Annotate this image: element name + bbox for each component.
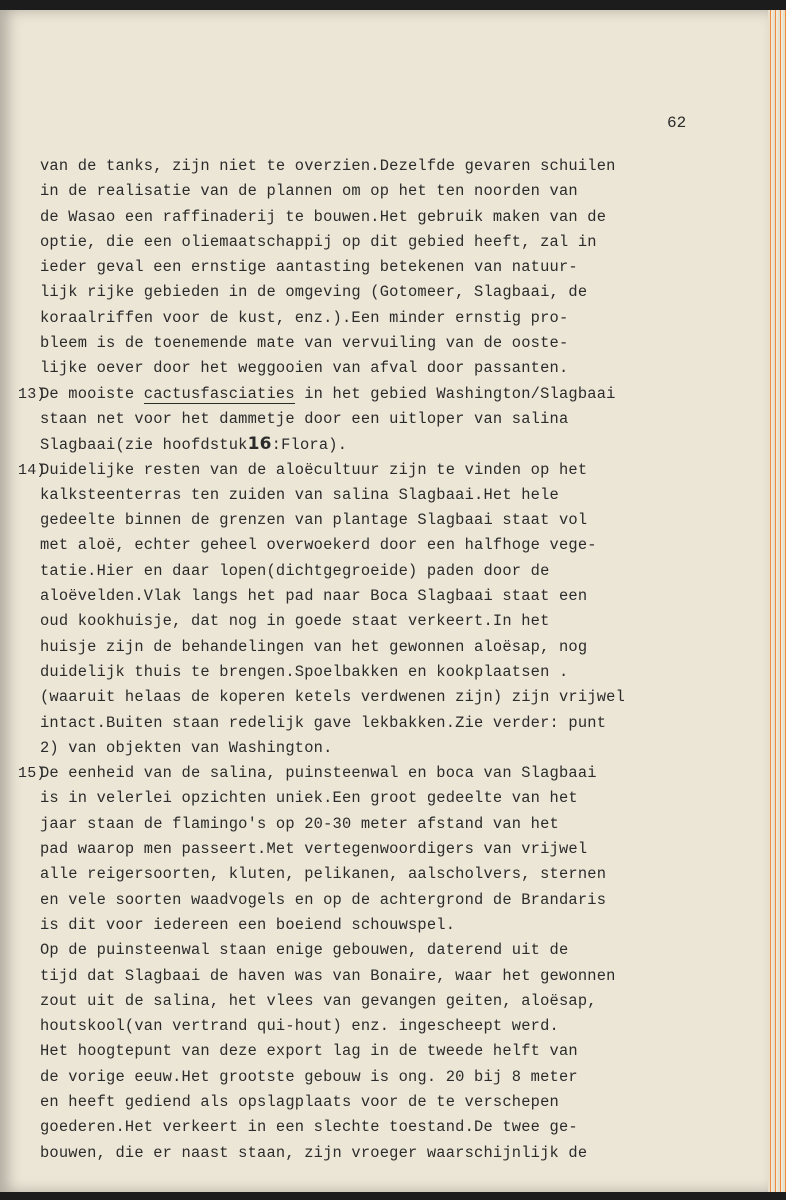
text-line: pad waarop men passeert.Met vertegenwoordigers van vrijwel [40, 840, 588, 859]
text-line: de vorige eeuw.Het grootste gebouw is ong. 20 bij 8 meter [40, 1067, 578, 1086]
note-number-15: 15) [18, 765, 46, 783]
body-text [18, 154, 740, 1166]
text-line: lijke oever door het weggooien van afval door passanten. [40, 359, 569, 378]
note-13-text-a: De mooiste [40, 384, 144, 403]
text-line: koraalriffen voor de kust, enz.).Een minder ernstig pro- [40, 308, 569, 327]
text-line: alle reigersoorten, kluten, pelikanen, aalscholvers, sternen [40, 865, 607, 884]
document-page [0, 10, 768, 1192]
note-14-line [18, 458, 740, 483]
text-line: van de tanks, zijn niet te overzien.Dezelfde gevaren schuilen [40, 157, 616, 175]
text-line: tijd dat Slagbaai de haven was van Bonaire, waar het gewonnen [40, 966, 616, 985]
text-line: jaar staan de flamingo's op 20-30 meter afstand van het [40, 814, 559, 833]
text-line: tatie.Hier en daar lopen(dichtgegroeide) paden door de [40, 561, 550, 580]
text-line: intact.Buiten staan redelijk gave lekbakken.Zie verder: punt [40, 713, 607, 732]
note-13-line [40, 432, 740, 457]
text-line: zout uit de salina, het vlees van gevangen geiten, aloësap, [40, 991, 597, 1010]
text-line: de Wasao een raffinaderij te bouwen.Het gebruik maken van de [40, 207, 607, 226]
note-number-13: 13) [18, 385, 46, 403]
note-14-text: Duidelijke resten van de aloëcultuur zijn te vinden op het [40, 460, 588, 479]
text-line: bleem is de toenemende mate van vervuiling van de ooste- [40, 334, 569, 353]
text-line: lijk rijke gebieden in de omgeving (Gotomeer, Slagbaai, de [40, 283, 588, 302]
text-line: optie, die een oliemaatschappij op dit gebied heeft, zal in [40, 232, 597, 251]
text-line: kalksteenterras ten zuiden van salina Slagbaai.Het hele [40, 485, 559, 504]
text-line: staan net voor het dammetje door een uitloper van salina [40, 409, 569, 428]
handwritten-chapter-number: 16 [247, 434, 272, 455]
note-13-text-c: Slagbaai(zie hoofdstuk [40, 436, 248, 455]
note-13-text-b: in het gebied Washington/Slagbaai [294, 384, 616, 403]
note-15-line [18, 761, 740, 786]
text-line: goederen.Het verkeert in een slechte toestand.De twee ge- [40, 1118, 578, 1137]
text-line: is in velerlei opzichten uniek.Een groot gedeelte van het [40, 789, 578, 808]
text-line: in de realisatie van de plannen om op het ten noorden van [40, 182, 578, 201]
note-15-text: De eenheid van de salina, puinsteenwal en boca van Slagbaai [40, 764, 597, 783]
text-line: 2) van objekten van Washington. [40, 738, 333, 757]
underlined-term: cactusfasciaties [143, 384, 295, 403]
text-line: oud kookhuisje, dat nog in goede staat verkeert.In het [40, 612, 550, 631]
text-line: aloëvelden.Vlak langs het pad naar Boca Slagbaai staat een [40, 587, 588, 606]
text-line: en vele soorten waadvogels en op de achtergrond de Brandaris [40, 890, 607, 909]
text-line: Het hoogtepunt van deze export lag in de tweede helft van [40, 1042, 578, 1061]
text-line: Op de puinsteenwal staan enige gebouwen, daterend uit de [40, 941, 569, 960]
text-line: houtskool(van vertrand qui-hout) enz. ingescheept werd. [40, 1017, 559, 1036]
note-13-line [18, 382, 740, 407]
text-line: gedeelte binnen de grenzen van plantage Slagbaai staat vol [40, 511, 588, 530]
text-line: en heeft gediend als opslagplaats voor de te verschepen [40, 1092, 559, 1111]
text-line: is dit voor iedereen een boeiend schouwspel. [40, 915, 456, 934]
note-number-14: 14) [18, 461, 46, 479]
page-edge [768, 10, 786, 1192]
text-line: duidelijk thuis te brengen.Spoelbakken en kookplaatsen . [40, 662, 569, 681]
text-line: ieder geval een ernstige aantasting betekenen van natuur- [40, 258, 578, 277]
text-line: met aloë, echter geheel overwoekerd door een halfhoge vege- [40, 536, 597, 555]
page-number: 62 [667, 114, 687, 132]
text-line: bouwen, die er naast staan, zijn vroeger waarschijnlijk de [40, 1143, 588, 1162]
text-line: (waaruit helaas de koperen ketels verdwenen zijn) zijn vrijwel [40, 688, 626, 707]
note-13-text-d: :Flora). [271, 436, 348, 455]
text-line: huisje zijn de behandelingen van het gewonnen aloësap, nog [40, 637, 588, 656]
